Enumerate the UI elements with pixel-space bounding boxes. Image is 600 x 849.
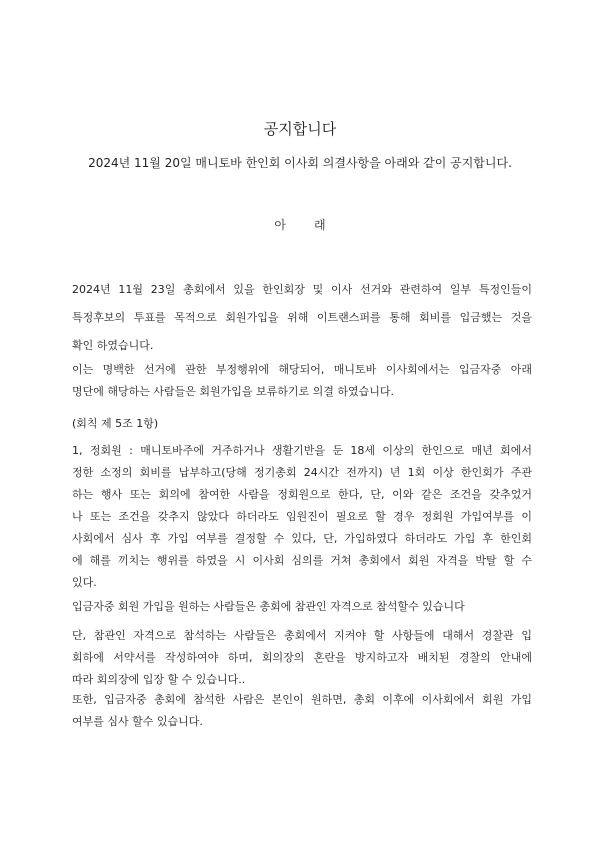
paragraph-line: 이는 명백한 선거에 관한 부정행위에 해당되어, 매니토바 이사회에서는 입금자중 아래 (72, 363, 532, 376)
paragraph-line: 나 또는 조건을 갖추지 않았다 하더라도 임원진이 필요로 할 경우 정회원 가입여부를 이 (72, 510, 532, 523)
paragraph-line: 정한 소정의 회비를 납부하고(당해 정기총회 24시간 전까지) 년 1회 이상 한인회가 주관 (72, 466, 532, 479)
paragraph-line: 에 해를 끼치는 행위를 하였을 시 이사회 심의를 거쳐 총회에서 회원 자격을 박탈 할 수 (72, 554, 532, 567)
paragraph-board-resolution (72, 359, 532, 403)
below-heading (0, 216, 600, 233)
below-heading-char-1: 아 (274, 218, 286, 232)
paragraph-election-deposit (72, 276, 532, 360)
paragraph-line: 따라 회의장에 입장 할 수 있습니다.. (72, 673, 246, 686)
notice-subtitle: 2024년 11월 20일 매니토바 한인회 이사회 의결사항을 아래와 같이 공지합니다. (88, 156, 512, 170)
paragraph-line: 1, 정회원 : 매니토바주에 거주하거나 생활기반을 둔 18세 이상의 한인으로 매년 회에서 (72, 444, 532, 457)
paragraph-line: 단, 참관인 자격으로 참석하는 사람들은 총회에서 지켜야 할 사항들에 대해서 경찰관 입 (72, 629, 532, 642)
paragraph-line: 입금자중 회원 가입을 원하는 사람들은 총회에 참관인 자격으로 참석할수 있습니다 (72, 600, 465, 613)
paragraph-regular-member-bylaw (72, 440, 532, 594)
paragraph-line: 있다. (72, 576, 97, 589)
page-title: 공지합니다 (263, 120, 337, 138)
paragraph-line: 또한, 입금자중 총회에 참석한 사람은 본인이 원하면, 총회 이후에 이사회에서 회원 가입 (72, 693, 532, 706)
paragraph-line: 명단에 해당하는 사람들은 회원가입을 보류하기로 의결 하였습니다. (72, 385, 395, 398)
paragraph-line: (회칙 제 5조 1항) (72, 417, 159, 430)
paragraph-line: 확인 하였습니다. (72, 339, 154, 352)
paragraph-post-meeting-review (72, 689, 532, 733)
paragraph-observer-conditions (72, 625, 532, 691)
paragraph-line: 회하에 서약서를 작성하여야 하며, 회의장의 혼란을 방지하고자 배치된 경찰의 안내에 (72, 651, 532, 664)
paragraph-line: 사회에서 심사 후 가입 여부를 결정할 수 있다, 단, 가입하였다 하더라도 가입 후 한인회 (72, 532, 532, 545)
below-heading-char-2: 래 (314, 218, 326, 232)
paragraph-line: 여부를 심사 할수 있습니다. (72, 715, 203, 728)
paragraph-bylaw-reference (72, 413, 532, 435)
paragraph-line: 특정후보의 투표를 목적으로 회원가입을 위해 이트랜스퍼를 통해 회비를 입금했는 것을 (72, 311, 532, 324)
paragraph-line: 하는 행사 또는 회의에 참여한 사람을 정회원으로 한다, 단, 이와 같은 조건을 갖추었거 (72, 488, 532, 501)
paragraph-line: 2024년 11월 23일 총회에서 있을 한인회장 및 이사 선거와 관련하여 일부 특정인들이 (72, 283, 532, 296)
paragraph-observer-attendance (72, 596, 532, 618)
